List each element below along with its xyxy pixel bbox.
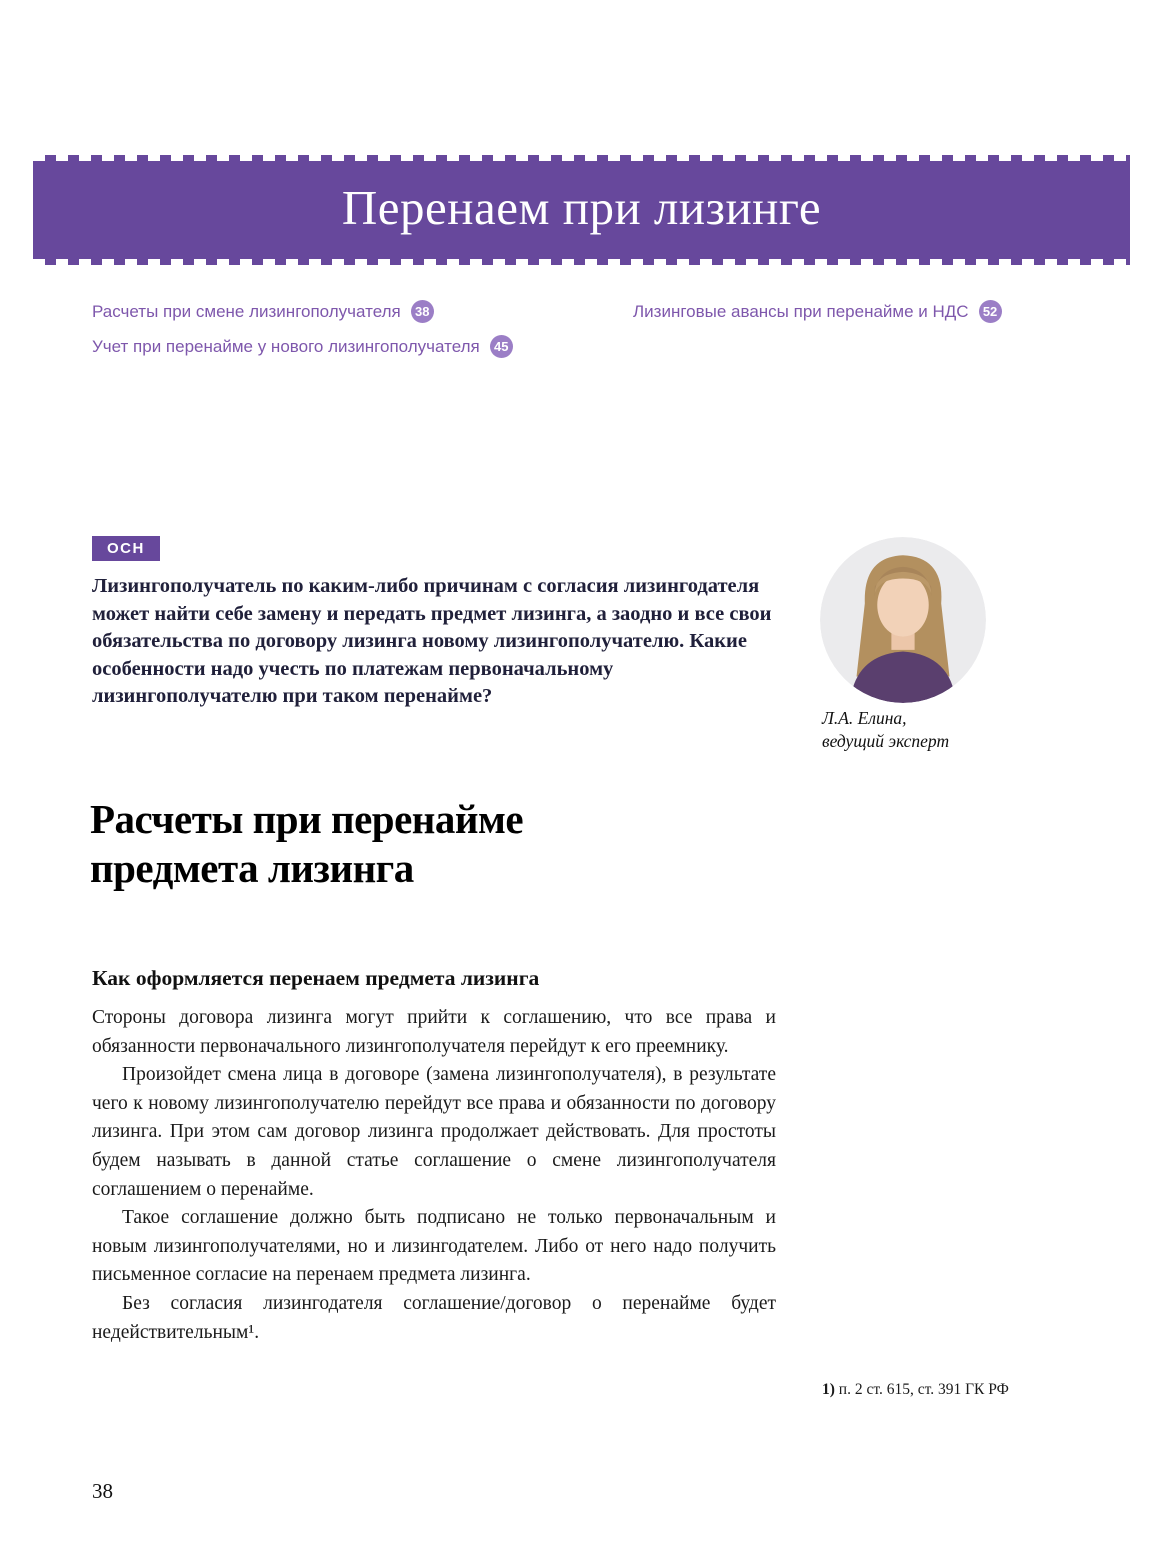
footnote [822,1381,1009,1399]
author-portrait-illustration [820,537,986,703]
banner-perforation-top [33,154,1130,161]
toc-item-uchet[interactable] [92,335,513,358]
body-paragraph: Стороны договора лизинга могут прийти к соглашению, что все права и обязанности первоначального лизингополучателя перейдут к его преемнику. [92,1007,776,1057]
author-photo [820,537,986,703]
page-number: 38 [92,1479,113,1503]
article-lead: Лизингополучатель по каким-либо причинам с согласия лизингодателя может найти себе замену и передать предмет лизинга, а заодно и все свои обязательства по договору лизинга новому лизингополучателю. Какие особенности надо учесть по платежам первоначальному лизингополучателю при таком перенайме? [92,575,772,708]
page-number-badge: 52 [979,300,1002,323]
banner-perforation-bottom [33,259,1130,266]
author-role: ведущий эксперт [822,731,950,751]
article-title: Расчеты при перенайме предмета лизинга [90,796,524,892]
body-paragraph: Такое соглашение должно быть подписано не только первоначальным и новым лизингополучателями, но и лизингодателем. Либо от него надо получить письменное согласие на перенаем предмета лизинга. [92,1207,776,1286]
tax-regime-badge: ОСН [92,536,160,561]
article-banner [33,155,1130,265]
section-heading: Как оформляется перенаем предмета лизинга [92,965,540,990]
toc-column-right [633,300,1002,335]
author-name: Л.А. Елина, [822,708,907,728]
toc-item-label: Лизинговые авансы при перенайме и НДС [633,301,969,321]
toc-item-raschety[interactable] [92,300,513,323]
toc-item-label: Учет при перенайме у нового лизингополучателя [92,336,480,356]
toc-item-avansy[interactable] [633,300,1002,323]
footnote-text: п. 2 ст. 615, ст. 391 ГК РФ [838,1381,1009,1398]
toc-item-label: Расчеты при смене лизингополучателя [92,301,401,321]
table-of-contents [92,300,1123,380]
author-caption [822,707,949,753]
banner-title: Перенаем при лизинге [341,180,822,236]
page-number-badge: 38 [411,300,434,323]
footnote-marker: 1) [822,1381,835,1398]
page-number-badge: 45 [490,335,513,358]
article-body [92,1004,776,1347]
toc-column-left [92,300,513,370]
body-paragraph: Без согласия лизингодателя соглашение/договор о перенайме будет недействительным¹. [92,1292,776,1343]
body-paragraph: Произойдет смена лица в договоре (замена лизингополучателя), в результате чего к новому лизингополучателю перейдут все права и обязанности по договору лизинга. При этом сам договор лизинга продолжает действовать. Для простоты будем называть в данной статье соглашение о смене лизингополучателя соглашением о перенайме. [92,1064,776,1200]
